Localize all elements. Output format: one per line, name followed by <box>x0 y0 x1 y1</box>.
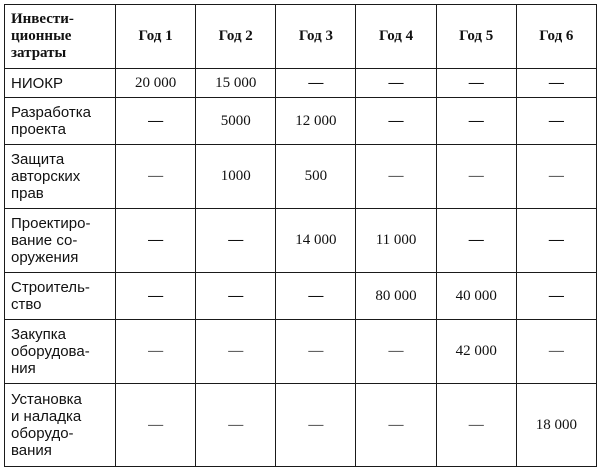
row-label-line: вания <box>11 442 52 459</box>
row-label <box>5 273 116 320</box>
table-cell: 500 <box>276 145 356 209</box>
table-cell: — <box>516 209 596 273</box>
table-cell: 40 000 <box>436 273 516 320</box>
table-row <box>5 320 597 384</box>
table-cell: — <box>436 98 516 145</box>
row-label-line: вание со- <box>11 232 78 249</box>
row-label-line: Проектиро- <box>11 215 91 232</box>
table-cell: — <box>276 320 356 384</box>
header-line: ционные <box>11 28 72 44</box>
table-cell: — <box>196 209 276 273</box>
row-label-line: прав <box>11 185 44 202</box>
header-year-5: Год 5 <box>436 5 516 69</box>
header-line: Инвести- <box>11 11 74 27</box>
table-cell: 80 000 <box>356 273 436 320</box>
row-label <box>5 98 116 145</box>
table-cell: — <box>516 145 596 209</box>
table-cell: — <box>196 384 276 467</box>
table-cell: — <box>116 320 196 384</box>
header-year-3: Год 3 <box>276 5 356 69</box>
table-row <box>5 145 597 209</box>
table-cell: 12 000 <box>276 98 356 145</box>
table-cell: — <box>196 273 276 320</box>
table-cell: — <box>516 69 596 98</box>
table-cell: — <box>356 98 436 145</box>
table-cell: — <box>116 384 196 467</box>
row-label <box>5 69 116 98</box>
table-cell: — <box>276 384 356 467</box>
table-cell: — <box>116 145 196 209</box>
header-year-2: Год 2 <box>196 5 276 69</box>
table-cell: 1000 <box>196 145 276 209</box>
table-cell: 18 000 <box>516 384 596 467</box>
row-label-line: Установка <box>11 391 82 408</box>
table-cell: — <box>356 384 436 467</box>
table-cell: 14 000 <box>276 209 356 273</box>
row-label <box>5 384 116 467</box>
table-row <box>5 273 597 320</box>
header-line: затраты <box>11 45 67 61</box>
row-label-line: ство <box>11 296 42 313</box>
table-cell: 20 000 <box>116 69 196 98</box>
table-cell: — <box>116 98 196 145</box>
row-label-line: Разработка <box>11 104 91 121</box>
table-cell: 5000 <box>196 98 276 145</box>
header-year-4: Год 4 <box>356 5 436 69</box>
row-label-line: Строитель- <box>11 279 90 296</box>
table-cell: — <box>356 145 436 209</box>
investment-costs-table <box>4 4 597 467</box>
table-cell: — <box>116 273 196 320</box>
table-cell: — <box>276 69 356 98</box>
row-label-line: авторских <box>11 168 81 185</box>
row-label-line: и наладка <box>11 408 82 425</box>
table-cell: — <box>196 320 276 384</box>
table-cell: — <box>356 69 436 98</box>
table-cell: — <box>436 69 516 98</box>
table-row <box>5 69 597 98</box>
table-cell: — <box>516 273 596 320</box>
row-label-line: НИОКР <box>11 74 64 92</box>
row-label-line: ния <box>11 360 36 377</box>
table-cell: — <box>276 273 356 320</box>
row-label <box>5 145 116 209</box>
table-row <box>5 98 597 145</box>
row-label-line: оборудо- <box>11 425 74 442</box>
table-cell: 11 000 <box>356 209 436 273</box>
table-cell: — <box>436 209 516 273</box>
table-cell: — <box>516 98 596 145</box>
table-cell: 42 000 <box>436 320 516 384</box>
row-label <box>5 320 116 384</box>
table-cell: — <box>516 320 596 384</box>
row-label <box>5 209 116 273</box>
row-label-line: Закупка <box>11 326 66 343</box>
table-cell: — <box>116 209 196 273</box>
row-label-line: проекта <box>11 121 66 138</box>
table-cell: — <box>436 145 516 209</box>
row-label-line: Защита <box>11 151 65 168</box>
table-cell: — <box>436 384 516 467</box>
row-label-line: оружения <box>11 249 79 266</box>
header-year-1: Год 1 <box>116 5 196 69</box>
header-year-6: Год 6 <box>516 5 596 69</box>
table-header-row <box>5 5 597 69</box>
table-row <box>5 384 597 467</box>
table-cell: — <box>356 320 436 384</box>
table-row <box>5 209 597 273</box>
header-investment-costs <box>5 5 116 69</box>
table-cell: 15 000 <box>196 69 276 98</box>
row-label-line: оборудова- <box>11 343 90 360</box>
